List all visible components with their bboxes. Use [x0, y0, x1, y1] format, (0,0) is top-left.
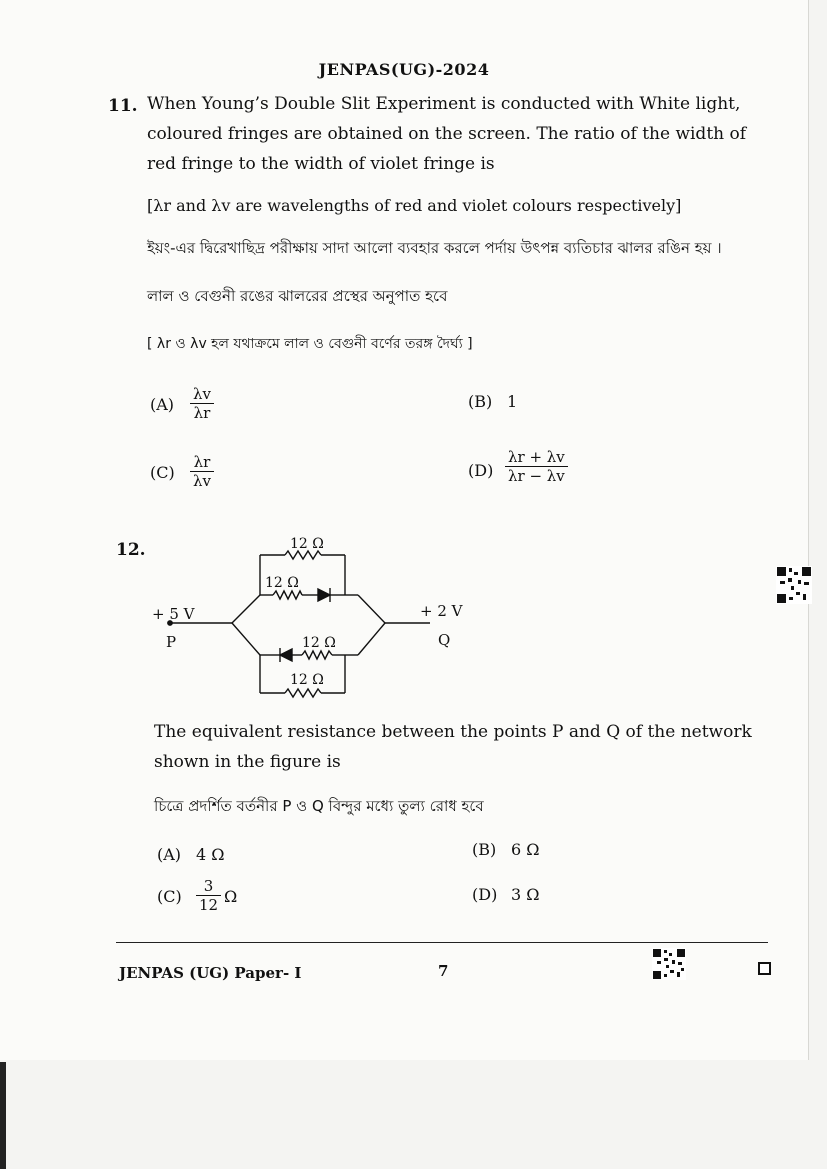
q11-option-d-value: [505, 448, 568, 485]
resistor-top-label: 12 Ω: [290, 536, 324, 552]
q11-option-b-value: 1: [507, 392, 518, 411]
footer-page-number: 7: [438, 962, 449, 980]
point-q-label: Q: [438, 631, 451, 649]
q12-option-c-value: [196, 877, 221, 914]
question-12-text: The equivalent resistance between the points P and Q of the network shown in the figure is: [154, 722, 752, 772]
q12-option-b-label: (B): [472, 840, 497, 859]
q11-option-a-denominator: λr: [193, 404, 211, 422]
question-11-note: [λr and λv are wavelengths of red and violet colours respectively]: [147, 196, 682, 215]
scan-edge: [0, 1062, 6, 1169]
q11-option-a-value: [190, 385, 214, 422]
question-11-number: 11.: [108, 96, 138, 116]
q12-option-c-label: (C): [157, 887, 182, 906]
diode-upper: [318, 589, 330, 601]
q12-option-d-label: (D): [472, 885, 498, 904]
q11-option-d-denominator: λr − λv: [508, 467, 565, 485]
resistor-top: [285, 551, 321, 559]
footer-qr-code-icon: [652, 948, 686, 980]
q11-option-c-label: (C): [150, 463, 175, 482]
page-header: JENPAS(UG)-2024: [318, 60, 490, 79]
q11-option-d-label: (D): [468, 461, 494, 480]
question-11-bengali-note: [ λr ও λv হল যথাক্রমে লাল ও বেগুনী বর্ণের তরঙ্গ দৈর্ঘ্য ]: [147, 336, 473, 352]
resistor-bottom: [285, 689, 321, 697]
question-11-bengali-line-2: লাল ও বেগুনী রঙের ঝালরের প্রস্থের অনুপাত হবে: [147, 287, 448, 305]
right-upper-branch-wire: [358, 595, 385, 623]
resistor-upper-label: 12 Ω: [265, 575, 299, 591]
side-qr-code-icon: [776, 566, 812, 604]
q11-option-d-numerator: λr + λv: [505, 448, 568, 467]
footer-rule: [116, 942, 768, 943]
question-12-bengali: চিত্রে প্রদর্শিত বর্তনীর P ও Q বিন্দুর মধ্যে তুল্য রোধ হবে: [154, 797, 484, 815]
q12-option-d-value: 3 Ω: [511, 885, 540, 904]
resistor-upper: [273, 591, 302, 599]
question-11-text: When Young’s Double Slit Experiment is conducted with White light, coloured fringes are obtained on the screen. The ratio of the width of red fringe to the width of violet fringe is: [147, 94, 747, 174]
q12-option-a-label: (A): [157, 845, 182, 864]
resistor-lower: [302, 651, 332, 659]
point-p-label: P: [166, 633, 177, 651]
q11-option-b-label: (B): [468, 392, 493, 411]
left-upper-branch-wire: [232, 595, 260, 623]
q12-option-c-denominator: 12: [199, 896, 219, 914]
q12-option-b-value: 6 Ω: [511, 840, 540, 859]
footer-box-mark: [758, 962, 771, 975]
right-lower-branch-wire: [358, 623, 385, 655]
left-voltage-label: + 5 V: [152, 605, 195, 623]
q12-option-c-numerator: 3: [196, 877, 221, 896]
q11-option-c-denominator: λv: [193, 472, 211, 490]
q11-option-a-label: (A): [150, 395, 175, 414]
q11-option-a-numerator: λv: [190, 385, 214, 404]
q11-option-c-numerator: λr: [190, 453, 214, 472]
resistor-lower-label: 12 Ω: [302, 635, 336, 651]
question-12-number: 12.: [116, 540, 146, 560]
footer-paper-name: JENPAS (UG) Paper- I: [119, 964, 302, 982]
question-11-bengali-line-1: ইয়ং-এর দ্বিরেখাছিদ্র পরীক্ষায় সাদা আলো ব্যবহার করলে পর্দায় উৎপন্ন ব্যতিচার ঝালর রঙিন হয় ।: [147, 239, 722, 257]
diode-lower: [280, 649, 292, 661]
q12-option-a-value: 4 Ω: [196, 845, 225, 864]
left-lower-branch-wire: [232, 623, 260, 655]
q12-option-c-unit: Ω: [224, 887, 238, 906]
q11-option-c-value: [190, 453, 214, 490]
right-voltage-label: + 2 V: [420, 602, 463, 620]
resistor-bottom-label: 12 Ω: [290, 672, 324, 688]
